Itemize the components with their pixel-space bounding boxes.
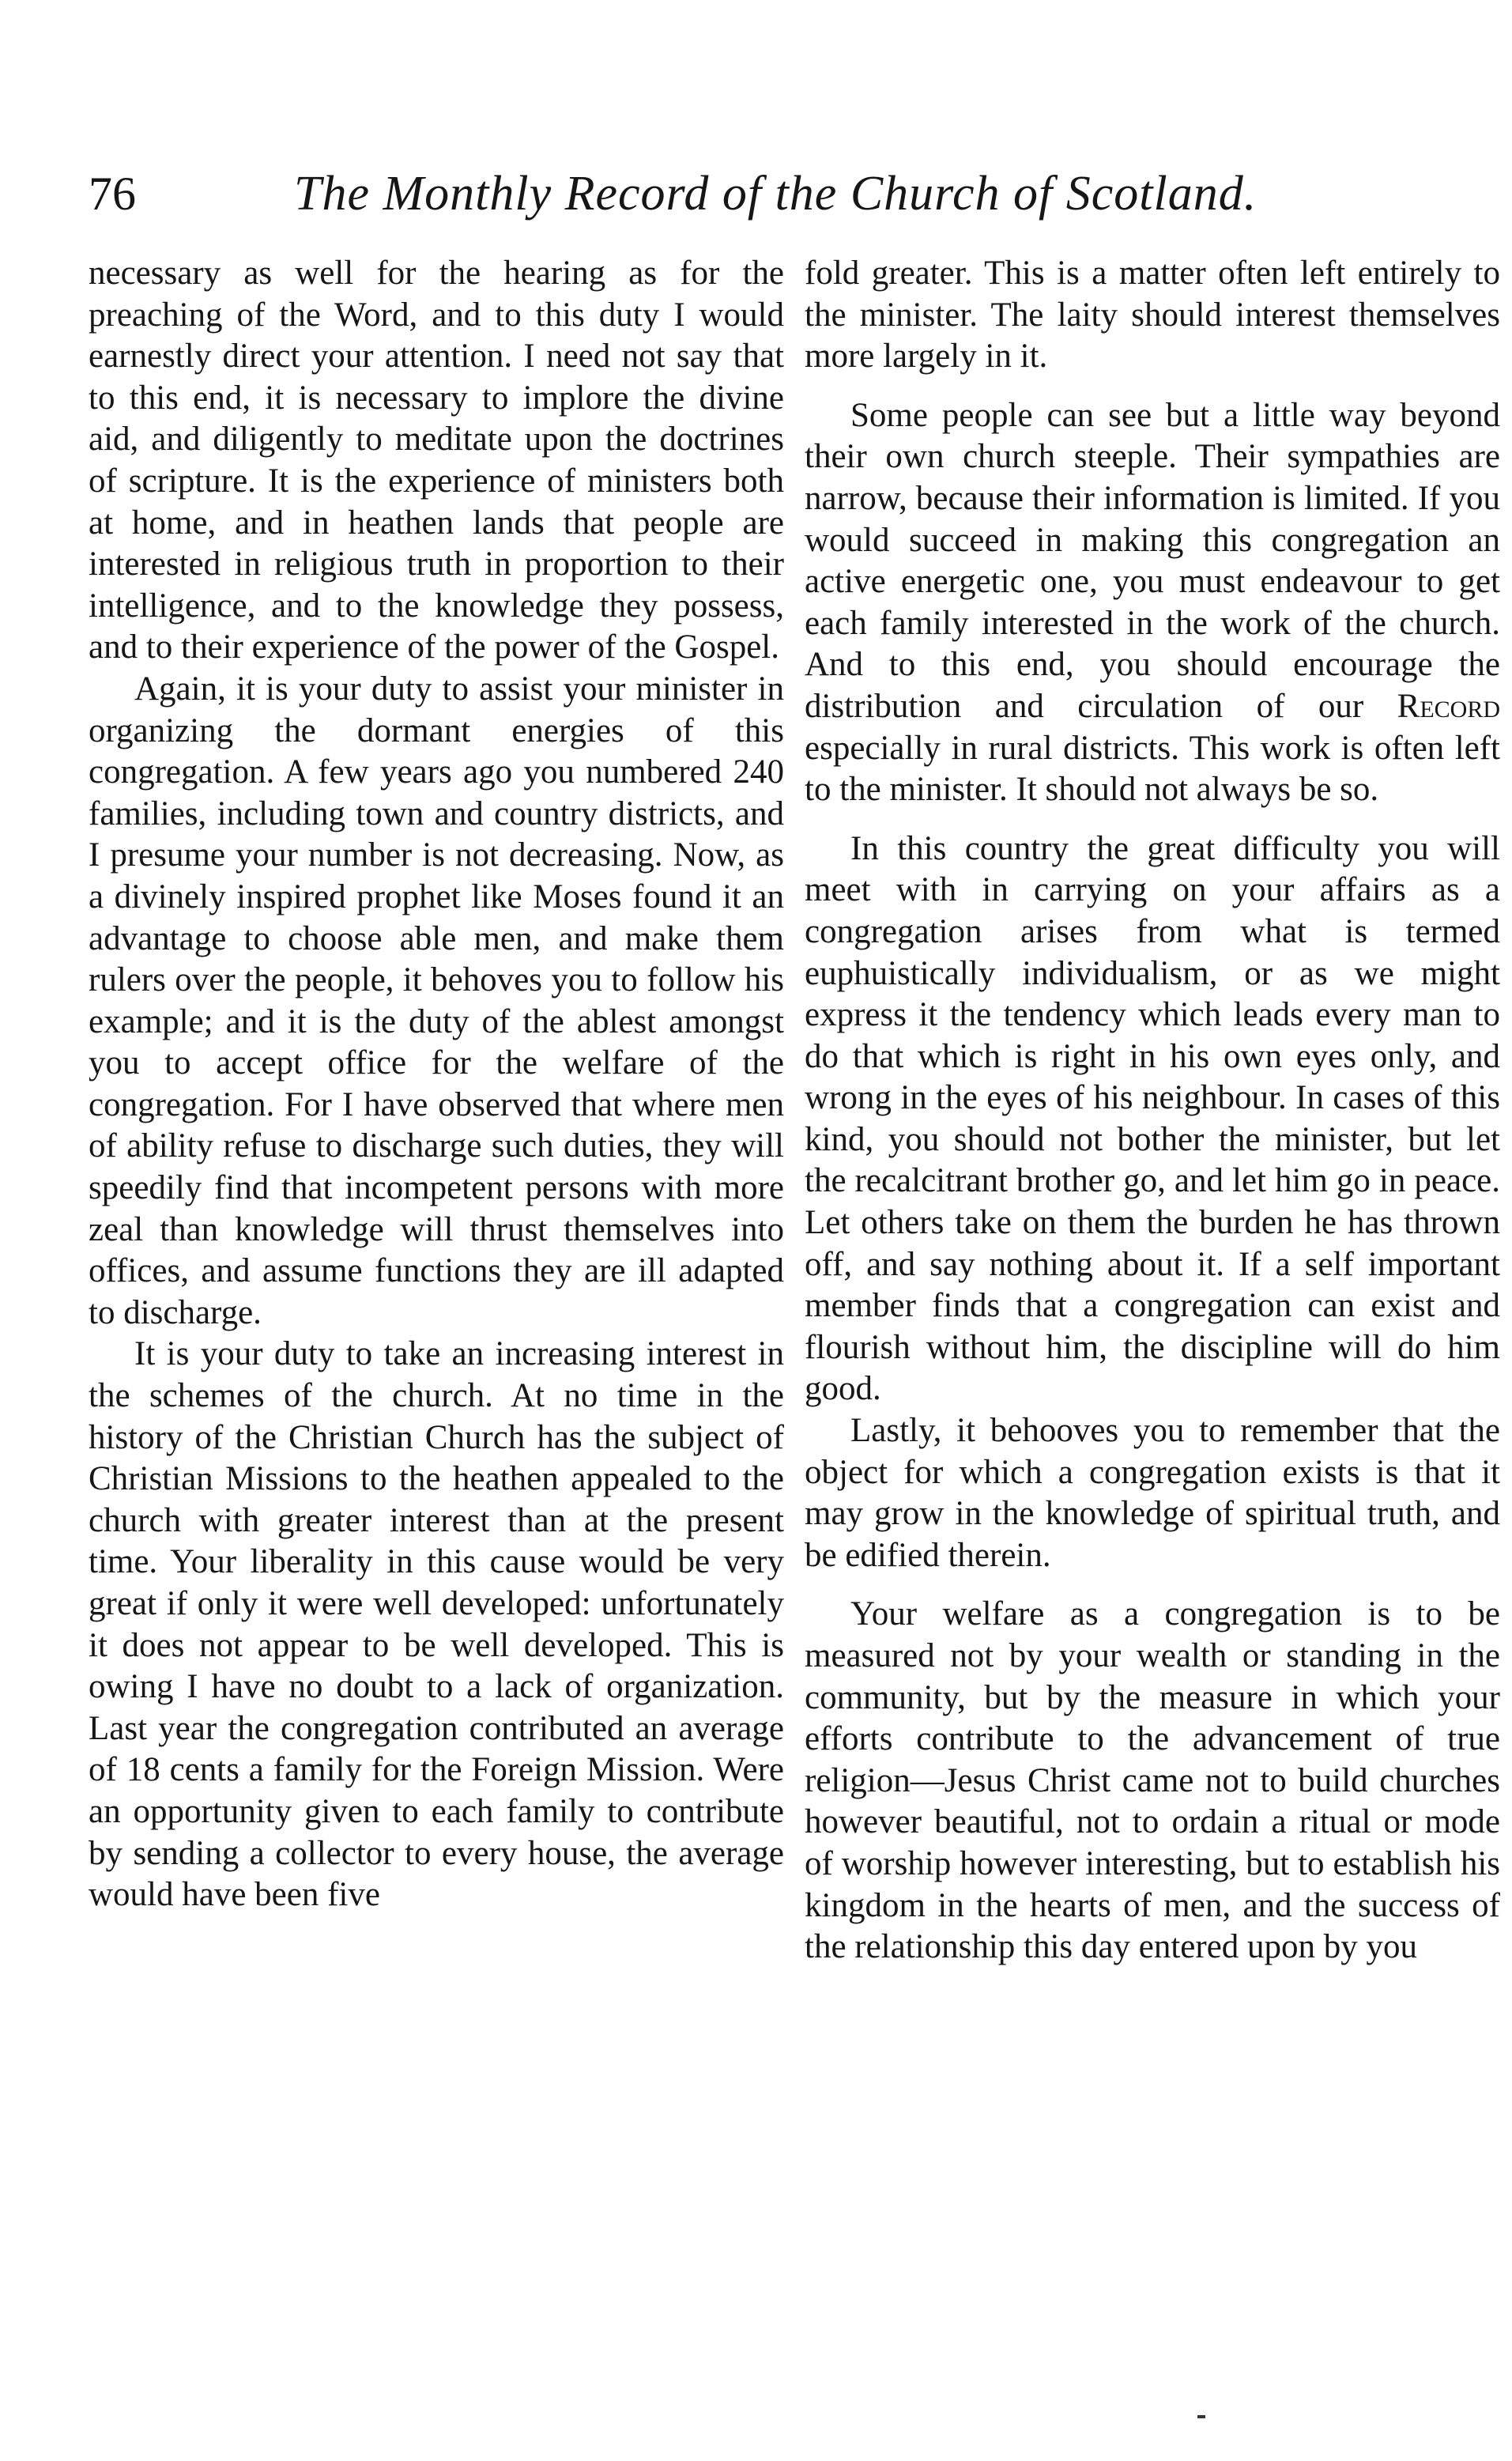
right-paragraph-2-start: Some people can see but a little way beyond their own church steeple. Their sympathies are narrow, because their information is limited. If you would succeed in making this congregation an active energetic one, you must endeavour to get each family interested in the work of the church. And to this end, you should encourage the distribution and circulation of our <box>805 396 1500 725</box>
right-paragraph-3: In this country the great difficulty you will meet with in carrying on your affairs as a congregation arises from what is termed euphuistically individualism, or as we might express it the tendency which leads every man to do that which is right in his own eyes only, and wrong in the eyes of his neighbour. In cases of this kind, you should not bother the minister, but let the recalcitrant brother go, and let him go in peace. Let others take on them the burden he has thrown off, and say nothing about it. If a self important member finds that a congregation can exist and flourish without him, the discipline will do him good. <box>805 829 1500 1408</box>
running-header <box>89 158 1369 229</box>
left-column <box>89 253 784 1916</box>
left-paragraph-2: Again, it is your duty to assist your minister in organizing the dormant energies of this congregation. A few years ago you numbered 240 families, including town and country districts, and I presume your number is not decreasing. Now, as a divinely inspired prophet like Moses found it an advantage to choose able men, and make them rulers over the people, it behoves you to follow his example; and it is the duty of the ablest amongst you to accept office for the welfare of the congregation. For I have observed that where men of ability refuse to discharge such duties, they will speedily find that incompetent persons with more zeal than knowledge will thrust themselves into offices, and assume functions they are ill adapted to discharge. <box>89 670 784 1331</box>
left-paragraph-3: It is your duty to take an increasing interest in the schemes of the church. At no time in the history of the Christian Church has the subject of Christian Missions to the heathen appealed to the church with greater interest than at the present time. Your liberality in this cause would be very great if only it were well developed: unfortunately it does not appear to be well developed. This is owing I have no doubt to a lack of organization. Last year the congregation contributed an average of 18 cents a family for the Foreign Mission. Were an opportunity given to each family to contribute by sending a collector to every house, the average would have been five <box>89 1335 784 1914</box>
right-column <box>805 253 1500 1968</box>
record-title: Record <box>1397 687 1500 725</box>
running-title: The Monthly Record of the Church of Scotland. <box>294 167 1257 221</box>
footer-mark <box>1197 2415 1205 2418</box>
right-paragraph-2 <box>805 395 1500 811</box>
right-paragraph-5: Your welfare as a congregation is to be measured not by your wealth or standing in the community, but by the measure in which your efforts contribute to the advancement of true religion—Jesus Christ came not to build churches however beautiful, not to ordain a ritual or mode of worship however interesting, but to establish his kingdom in the hearts of men, and the success of the relationship this day entered upon by you <box>805 1595 1500 1966</box>
right-paragraph-2-end: especially in rural districts. This work is often left to the minister. It should not always be so. <box>805 729 1500 809</box>
right-paragraph-4: Lastly, it behooves you to remember that the object for which a congregation exists is that it may grow in the knowledge of spiritual truth, and be edified therein. <box>805 1412 1500 1574</box>
left-paragraph-1: necessary as well for the hearing as for the preaching of the Word, and to this duty I would earnestly direct your attention. I need not say that to this end, it is necessary to implore the divine aid, and diligently to meditate upon the doctrines of scripture. It is the experience of ministers both at home, and in heathen lands that people are interested in religious truth in proportion to their intelligence, and to the knowledge they possess, and to their experience of the power of the Gospel. <box>89 255 784 666</box>
right-paragraph-1: fold greater. This is a matter often left entirely to the minister. The laity should interest themselves more largely in it. <box>805 255 1500 376</box>
page-number: 76 <box>89 168 136 220</box>
